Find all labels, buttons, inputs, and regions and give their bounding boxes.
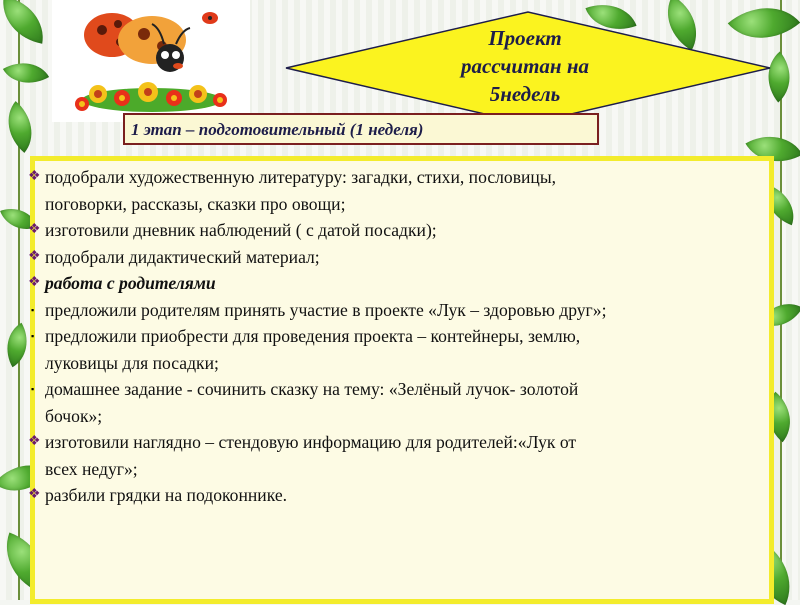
item-text: изготовили дневник наблюдений ( с датой посадки); [45,220,437,240]
item-text: подобрали дидактический материал; [45,246,320,267]
list-item [28,482,768,509]
stage-title: 1 этап – подготовительный (1 неделя) [131,120,424,139]
stage-header [123,113,599,145]
item-text: разбили грядки на подоконнике. [45,485,288,505]
section-heading-parents: работа с родителями [45,273,216,293]
diamond-line: Проект [488,26,562,50]
item-text: изготовили наглядно – стендовую информацию для родителей:«Лук от [45,432,577,452]
vine-left [18,0,20,600]
item-text: домашнее задание - сочинить сказку на тему: «Зелёный лучок- золотой [45,379,579,399]
diamond-bullet-icon: ❖ [28,487,41,502]
list-item [28,429,768,482]
project-duration-text [420,24,630,108]
diamond-bullet-icon: ❖ [28,434,41,449]
ladybug-flowers-illustration [52,0,250,122]
list-item [28,270,768,297]
diamond-line: 5недель [489,82,561,106]
square-bullet-icon: ▪ [31,331,35,341]
ladybug-icon [52,0,250,122]
item-text: предложили приобрести для проведения проекта – контейнеры, землю, [45,326,581,346]
diamond-bullet-icon: ❖ [28,275,41,290]
square-bullet-icon: ▪ [31,384,35,394]
list-item [28,164,768,217]
diamond-line: рассчитан на [461,54,589,78]
diamond-bullet-icon: ❖ [28,222,41,237]
list-item [28,244,768,271]
list-item [28,297,768,324]
list-item [28,323,768,376]
item-text: предложили родителям принять участие в проекте «Лук – здоровью друг»; [45,299,607,320]
square-bullet-icon: ▪ [31,304,35,315]
item-text-continued: бочок»; [45,405,103,426]
diamond-bullet-icon: ❖ [28,169,41,184]
item-text-continued: луковицы для посадки; [45,352,219,373]
item-text-continued: всех недуг»; [45,458,138,479]
list-item [28,217,768,244]
list-item [28,376,768,429]
item-text-continued: поговорки, рассказы, сказки про овощи; [45,193,346,214]
diamond-bullet-icon: ❖ [28,248,41,264]
activity-list [28,164,768,509]
item-text: подобрали художественную литературу: загадки, стихи, пословицы, [45,167,557,187]
